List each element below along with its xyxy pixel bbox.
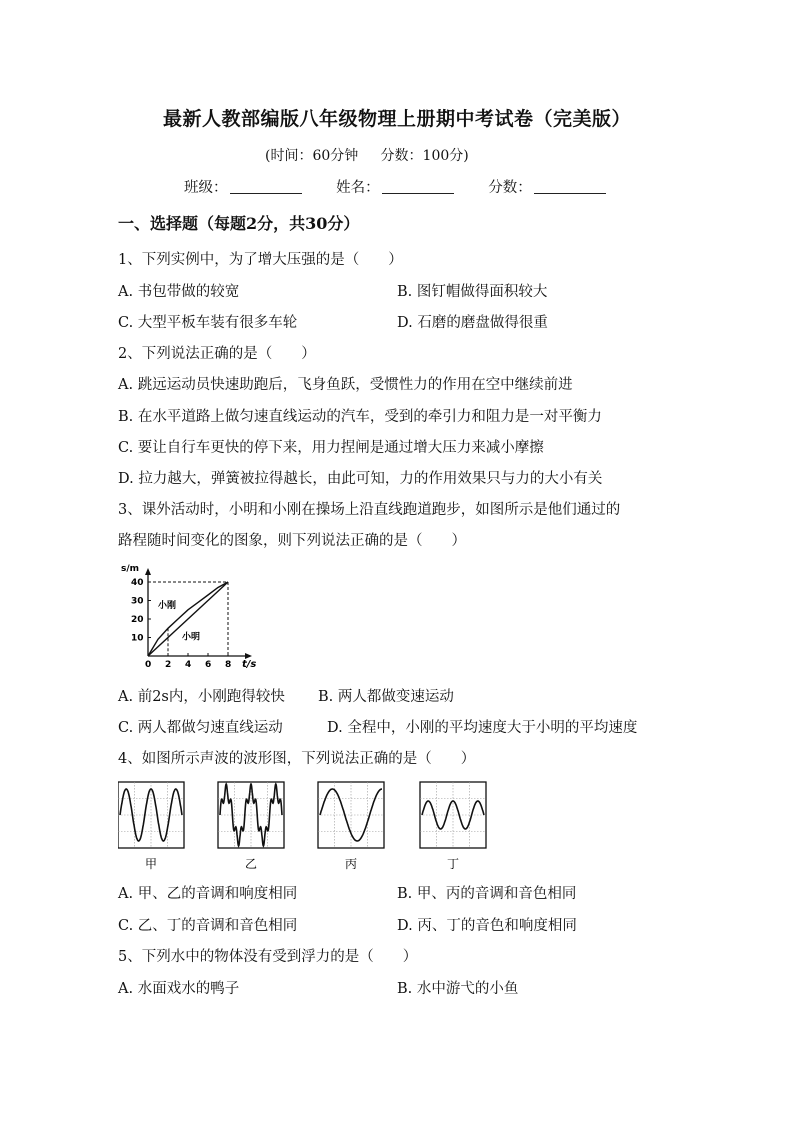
section-heading: 一、选择题（每题2分，共30分） <box>118 214 360 233</box>
q2-option-b: B. 在水平道路上做匀速直线运动的汽车，受到的牵引力和阻力是一对平衡力 <box>118 409 602 425</box>
waveform-1 <box>118 782 184 871</box>
name-blank <box>382 179 454 194</box>
q1-option-c: C. 大型平板车装有很多车轮 <box>118 315 298 331</box>
q1-option-a: A. 书包带做的较宽 <box>118 284 240 300</box>
class-blank <box>230 179 302 194</box>
name-label: 姓名： <box>336 180 380 196</box>
series-xiaoming-line <box>148 582 228 656</box>
x-tick-label: 6 <box>205 660 212 670</box>
waveform-label: 丙 <box>345 857 358 871</box>
waveform-3 <box>318 782 384 871</box>
exam-meta <box>265 145 469 165</box>
q4-option-d: D. 丙、丁的音色和响度相同 <box>397 918 577 934</box>
waveform-4 <box>420 782 486 871</box>
q1-option-d: D. 石磨的磨盘做得很重 <box>397 315 548 331</box>
waveform-label: 乙 <box>245 857 258 871</box>
q2-option-c: C. 要让自行车更快的停下来，用力捏闸是通过增大压力来减小摩擦 <box>118 440 544 456</box>
question-3-stem-line1: 3、课外活动时，小明和小刚在操场上沿直线跑道跑步，如图所示是他们通过的 <box>118 502 621 518</box>
q3-option-a: A. 前2s内，小刚跑得较快 <box>118 689 285 705</box>
q4-option-a: A. 甲、乙的音调和响度相同 <box>118 886 298 902</box>
q3-option-b: B. 两人都做变速运动 <box>318 689 454 705</box>
q3-option-d: D. 全程中，小刚的平均速度大于小明的平均速度 <box>327 720 638 736</box>
y-tick-label: 10 <box>131 633 144 644</box>
x-tick-label: 0 <box>145 660 152 670</box>
question-2-stem: 2、下列说法正确的是（ ） <box>118 346 316 362</box>
q1-option-b: B. 图钉帽做得面积较大 <box>397 284 548 300</box>
score-blank <box>534 179 606 194</box>
q2-option-a: A. 跳远运动员快速助跑后，飞身鱼跃，受惯性力的作用在空中继续前进 <box>118 377 573 393</box>
exam-time: (时间：60分钟 <box>265 148 359 164</box>
q4-option-c: C. 乙、丁的音调和音色相同 <box>118 918 298 934</box>
waveform-2 <box>218 782 284 871</box>
score-label: 分数： <box>488 180 532 196</box>
x-tick-label: 2 <box>165 660 172 670</box>
y-axis-arrow <box>145 568 151 575</box>
q5-option-a: A. 水面戏水的鸭子 <box>118 981 240 997</box>
y-axis-label: s/m <box>121 564 140 574</box>
class-label: 班级： <box>184 180 228 196</box>
x-axis-label: t/s <box>242 659 257 670</box>
q3-option-c: C. 两人都做匀速直线运动 <box>118 720 283 736</box>
y-tick-label: 40 <box>131 578 144 588</box>
question-4-stem: 4、如图所示声波的波形图，下列说法正确的是（ ） <box>118 751 476 767</box>
x-tick-label: 4 <box>185 660 192 670</box>
waveform-label: 丁 <box>447 857 460 871</box>
series-label-xiaoming: 小明 <box>182 632 201 643</box>
distance-time-chart <box>118 562 263 670</box>
q2-option-d: D. 拉力越大，弹簧被拉得越长，由此可知，力的作用效果只与力的大小有关 <box>118 471 603 487</box>
paper-title: 最新人教部编版八年级物理上册期中考试卷（完美版） <box>162 108 631 130</box>
x-tick-label: 8 <box>225 660 232 670</box>
question-3-stem-line2: 路程随时间变化的图象，则下列说法正确的是（ ） <box>118 533 466 549</box>
student-info <box>184 176 636 197</box>
question-1-stem: 1、下列实例中，为了增大压强的是（ ） <box>118 252 403 268</box>
y-tick-label: 20 <box>131 615 144 625</box>
y-tick-label: 30 <box>131 596 144 607</box>
q5-option-b: B. 水中游弋的小鱼 <box>397 981 519 997</box>
exam-total-score: 分数：100分) <box>380 148 469 164</box>
series-label-xiaogang: 小刚 <box>158 600 177 611</box>
question-5-stem: 5、下列水中的物体没有受到浮力的是（ ） <box>118 949 418 965</box>
q4-option-b: B. 甲、丙的音调和音色相同 <box>397 886 577 902</box>
waveform-figure <box>118 780 498 872</box>
waveform-label: 甲 <box>145 857 158 871</box>
